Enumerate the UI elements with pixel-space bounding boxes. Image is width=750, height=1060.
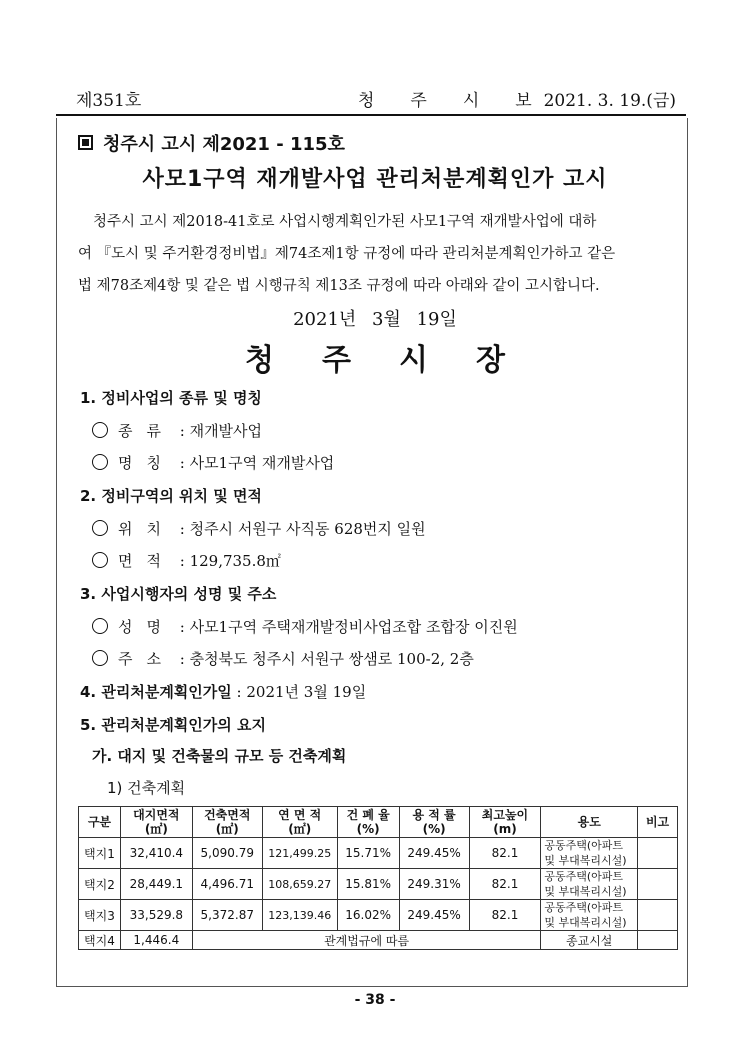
circle-bullet-icon: [92, 422, 108, 438]
item-label: 성명: [118, 618, 175, 636]
table-cell: 15.71%: [337, 838, 399, 869]
table-cell: 5,090.79: [192, 838, 262, 869]
col-header: 용도: [541, 807, 638, 838]
section-3-item: [92, 616, 518, 637]
page-number: - 38 -: [354, 992, 396, 1008]
section-5-sub: 가. 대지 및 건축물의 규모 등 건축계획: [92, 747, 347, 765]
item-label: 주소: [118, 650, 175, 668]
section-1-heading: 1. 정비사업의 종류 및 명칭: [80, 389, 262, 407]
table-cell: 82.1: [469, 900, 541, 931]
issue-date: 2021. 3. 19.(금): [543, 91, 676, 111]
circle-bullet-icon: [92, 520, 108, 536]
table-cell: 16.02%: [337, 900, 399, 931]
sign-date: 2021년 3월 19일: [293, 309, 457, 330]
table-row: [79, 838, 678, 869]
circle-bullet-icon: [92, 552, 108, 568]
item-value: : 사모1구역 주택재개발정비사업조합 조합장 이진원: [174, 618, 518, 636]
table-cell: 공동주택(아파트 및 부대복리시설): [541, 869, 638, 900]
table-cell: [638, 838, 678, 869]
table-cell: 공동주택(아파트 및 부대복리시설): [541, 900, 638, 931]
sign-name: 청주시장: [245, 343, 553, 378]
page-header: [76, 86, 676, 112]
item-value: : 재개발사업: [174, 422, 263, 440]
col-header: 대지면적 (㎡): [120, 807, 192, 838]
body-line: 여 『도시 및 주거환경정비법』제74조제1항 규정에 따라 관리처분계획인가하고 같은: [78, 246, 616, 262]
approval-date: : 2021년 3월 19일: [231, 683, 367, 701]
notice-body: [78, 206, 678, 302]
publication-title: 청주시보: [358, 91, 568, 111]
section-2-heading: 2. 정비구역의 위치 및 면적: [80, 487, 262, 505]
table-cell: 택지3: [79, 900, 121, 931]
table-body: [79, 807, 678, 950]
table-cell: 택지2: [79, 869, 121, 900]
section-2-item: [92, 550, 281, 571]
table-cell: 33,529.8: [120, 900, 192, 931]
circle-bullet-icon: [92, 618, 108, 634]
item-label: 위치: [118, 520, 175, 538]
table-cell: 4,496.71: [192, 869, 262, 900]
table-cell: 관계법규에 따름: [192, 931, 541, 950]
table-cell: 공동주택(아파트 및 부대복리시설): [541, 838, 638, 869]
table-cell: 82.1: [469, 838, 541, 869]
col-header: 최고높이 (m): [469, 807, 541, 838]
body-line: 법 제78조제4항 및 같은 법 시행규칙 제13조 규정에 따라 아래와 같이 고시합니다.: [78, 278, 600, 294]
col-header: 연 면 적 (㎡): [262, 807, 337, 838]
notice-title: 사모1구역 재개발사업 관리처분계획인가 고시: [142, 167, 608, 192]
table-cell: 249.45%: [399, 838, 469, 869]
item-label: 종류: [118, 422, 175, 440]
table-row: [79, 900, 678, 931]
table-cell: 249.45%: [399, 900, 469, 931]
table-cell: 82.1: [469, 869, 541, 900]
issue-number: 제351호: [76, 91, 142, 111]
table-cell: 108,659.27: [262, 869, 337, 900]
header-rule: [56, 114, 686, 116]
square-bullet-icon: [78, 135, 93, 150]
table-cell: 택지4: [79, 931, 121, 950]
circle-bullet-icon: [92, 454, 108, 470]
body-line: 청주시 고시 제2018-41호로 사업시행계획인가된 사모1구역 재개발사업에 대하: [93, 214, 597, 230]
table-cell: 123,139.46: [262, 900, 337, 931]
item-label: 면적: [118, 552, 175, 570]
table-cell: [638, 931, 678, 950]
table-cell: 32,410.4: [120, 838, 192, 869]
section-1-item: [92, 452, 334, 473]
building-plan-table: [78, 806, 678, 950]
table-cell: 15.81%: [337, 869, 399, 900]
section-4: [80, 681, 366, 702]
item-value: : 129,735.8㎡: [174, 552, 281, 570]
section-5-heading: 5. 관리처분계획인가의 요지: [80, 716, 266, 734]
col-header: 용 적 률 (%): [399, 807, 469, 838]
item-value: : 충청북도 청주시 서원구 쌍샘로 100-2, 2층: [174, 650, 474, 668]
item-value: : 청주시 서원구 사직동 628번지 일원: [174, 520, 426, 538]
circle-bullet-icon: [92, 650, 108, 666]
section-3-item: [92, 648, 474, 669]
section-3-heading: 3. 사업시행자의 성명 및 주소: [80, 585, 277, 603]
table-header-row: [79, 807, 678, 838]
col-header: 건 폐 율 (%): [337, 807, 399, 838]
item-label: 명칭: [118, 454, 175, 472]
table-cell: 249.31%: [399, 869, 469, 900]
table-cell: 5,372.87: [192, 900, 262, 931]
table-cell: [638, 900, 678, 931]
section-4-heading: 4. 관리처분계획인가일: [80, 683, 232, 701]
table-cell: 종교시설: [541, 931, 638, 950]
table-cell: 택지1: [79, 838, 121, 869]
section-1-item: [92, 420, 262, 441]
col-header: 구분: [79, 807, 121, 838]
table-cell: 121,499.25: [262, 838, 337, 869]
table-cell: [638, 869, 678, 900]
table-row: [79, 931, 678, 950]
table-cell: 28,449.1: [120, 869, 192, 900]
notice-number-text: 청주시 고시 제2021 - 115호: [103, 134, 345, 155]
table-row: [79, 869, 678, 900]
section-5-sub2: 1) 건축계획: [107, 779, 186, 797]
table-cell: 1,446.4: [120, 931, 192, 950]
notice-number: [78, 130, 345, 156]
col-header: 건축면적 (㎡): [192, 807, 262, 838]
section-2-item: [92, 518, 426, 539]
col-header: 비고: [638, 807, 678, 838]
item-value: : 사모1구역 재개발사업: [174, 454, 335, 472]
